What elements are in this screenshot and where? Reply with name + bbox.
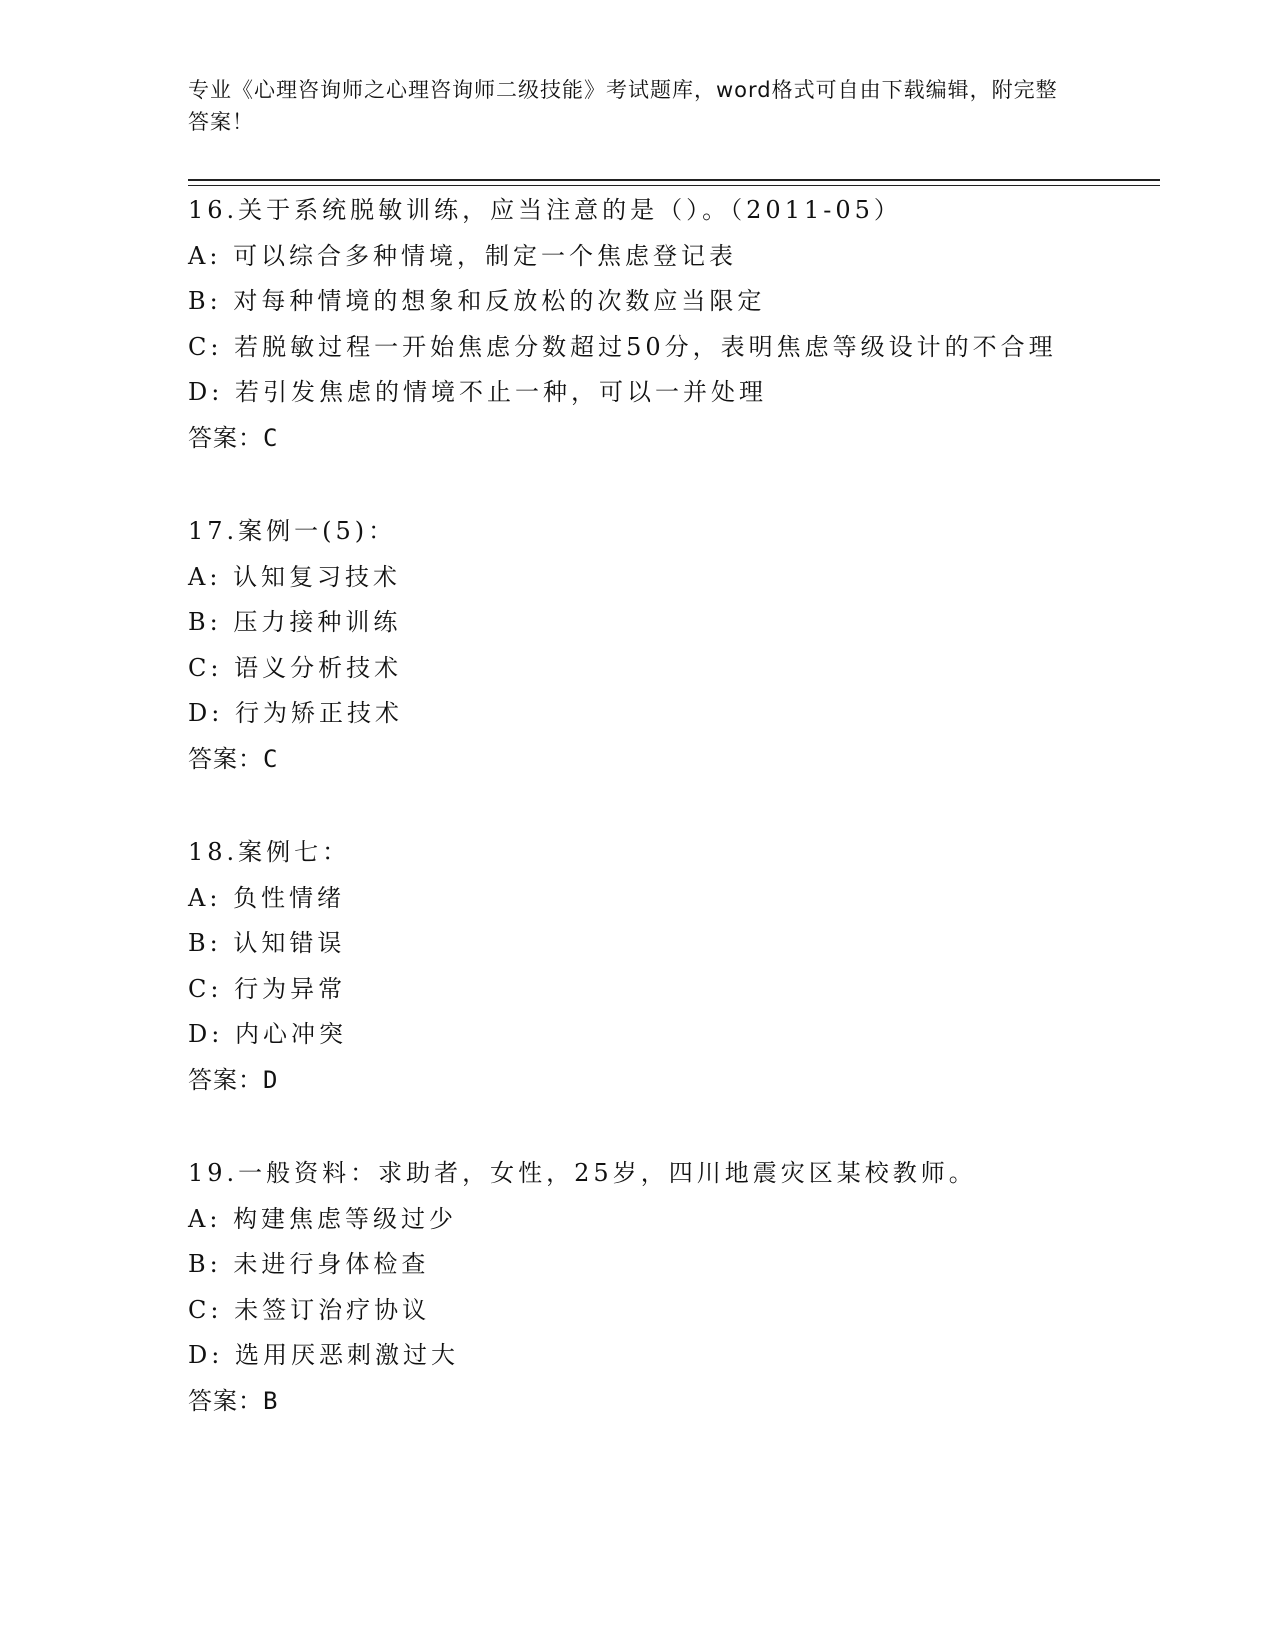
answer-line (188, 1379, 1088, 1425)
option-text: 行为矫正技术 (234, 699, 403, 727)
option-text: 认知错误 (233, 929, 346, 957)
option-text: 压力接种训练 (233, 608, 402, 636)
question-18 (188, 830, 1088, 1103)
answer-line (188, 416, 1088, 462)
option-label: B (188, 287, 210, 315)
option-label: D (188, 1341, 212, 1369)
question-19 (188, 1151, 1088, 1424)
option-b: B: 认知错误 (188, 929, 346, 957)
answer-label: 答案： (188, 1065, 263, 1094)
answer-line (188, 1058, 1088, 1104)
header-divider-thick (188, 179, 1160, 181)
option-label: C (188, 974, 211, 1003)
question-stem: 17.案例一(5)： (188, 517, 397, 545)
option-text: 若脱敏过程一开始焦虑分数超过50分，表明焦虑等级设计的不合理 (234, 332, 1057, 361)
answer-label: 答案： (188, 744, 263, 773)
option-label: B (188, 929, 210, 957)
option-label: A (188, 883, 210, 912)
option-label: A (188, 1204, 210, 1233)
option-c: C: 语义分析技术 (188, 653, 403, 682)
option-label: C (188, 653, 211, 682)
question-stem: 19.一般资料：求助者，女性，25岁，四川地震灾区某校教师。 (188, 1159, 977, 1187)
question-16 (188, 188, 1088, 461)
option-label: B (188, 1250, 210, 1278)
question-stem: 18.案例七： (188, 838, 351, 866)
option-c: C: 未签订治疗协议 (188, 1295, 431, 1324)
option-label: C (188, 1295, 211, 1324)
option-d: D: 行为矫正技术 (188, 699, 403, 727)
option-d: D: 若引发焦虑的情境不止一种，可以一并处理 (188, 378, 767, 406)
option-label: D (188, 378, 212, 406)
option-a: A: 可以综合多种情境，制定一个焦虑登记表 (188, 241, 738, 270)
option-text: 对每种情境的想象和反放松的次数应当限定 (233, 287, 766, 315)
answer-value: C (263, 744, 279, 773)
option-text: 行为异常 (234, 974, 347, 1003)
option-text: 语义分析技术 (234, 653, 403, 682)
question-17 (188, 509, 1088, 782)
answer-value: D (263, 1065, 279, 1094)
option-b: B: 压力接种训练 (188, 608, 402, 636)
option-d: D: 选用厌恶刺激过大 (188, 1341, 459, 1369)
option-text: 未签订治疗协议 (234, 1295, 431, 1324)
option-d: D: 内心冲突 (188, 1020, 347, 1048)
answer-value: B (263, 1386, 279, 1415)
answer-line (188, 737, 1088, 783)
option-label: D (188, 1020, 212, 1048)
option-c: C: 行为异常 (188, 974, 347, 1003)
option-text: 认知复习技术 (233, 562, 402, 591)
option-label: D (188, 699, 212, 727)
option-label: B (188, 608, 210, 636)
question-stem: 16.关于系统脱敏训练，应当注意的是（）。（2011-05） (188, 196, 902, 224)
answer-label: 答案： (188, 1386, 263, 1415)
option-b: B: 未进行身体检查 (188, 1250, 430, 1278)
option-b: B: 对每种情境的想象和反放松的次数应当限定 (188, 287, 766, 315)
option-a: A: 认知复习技术 (188, 562, 402, 591)
option-text: 内心冲突 (234, 1020, 347, 1048)
answer-value: C (263, 423, 279, 452)
option-c: C: 若脱敏过程一开始焦虑分数超过50分，表明焦虑等级设计的不合理 (188, 332, 1057, 361)
option-text: 构建焦虑等级过少 (233, 1204, 458, 1233)
option-a: A: 构建焦虑等级过少 (188, 1204, 458, 1233)
answer-label: 答案： (188, 423, 263, 452)
option-text: 可以综合多种情境，制定一个焦虑登记表 (233, 241, 738, 270)
option-text: 负性情绪 (233, 883, 346, 912)
option-text: 选用厌恶刺激过大 (234, 1341, 459, 1369)
document-header: 专业《心理咨询师之心理咨询师二级技能》考试题库，word格式可自由下载编辑，附完整答案！ (188, 78, 1058, 134)
option-text: 未进行身体检查 (233, 1250, 430, 1278)
option-a: A: 负性情绪 (188, 883, 346, 912)
header-divider-thin (188, 185, 1160, 186)
option-label: C (188, 332, 211, 361)
option-text: 若引发焦虑的情境不止一种，可以一并处理 (234, 378, 767, 406)
option-label: A (188, 562, 210, 591)
option-label: A (188, 241, 210, 270)
question-list (188, 188, 1088, 1424)
